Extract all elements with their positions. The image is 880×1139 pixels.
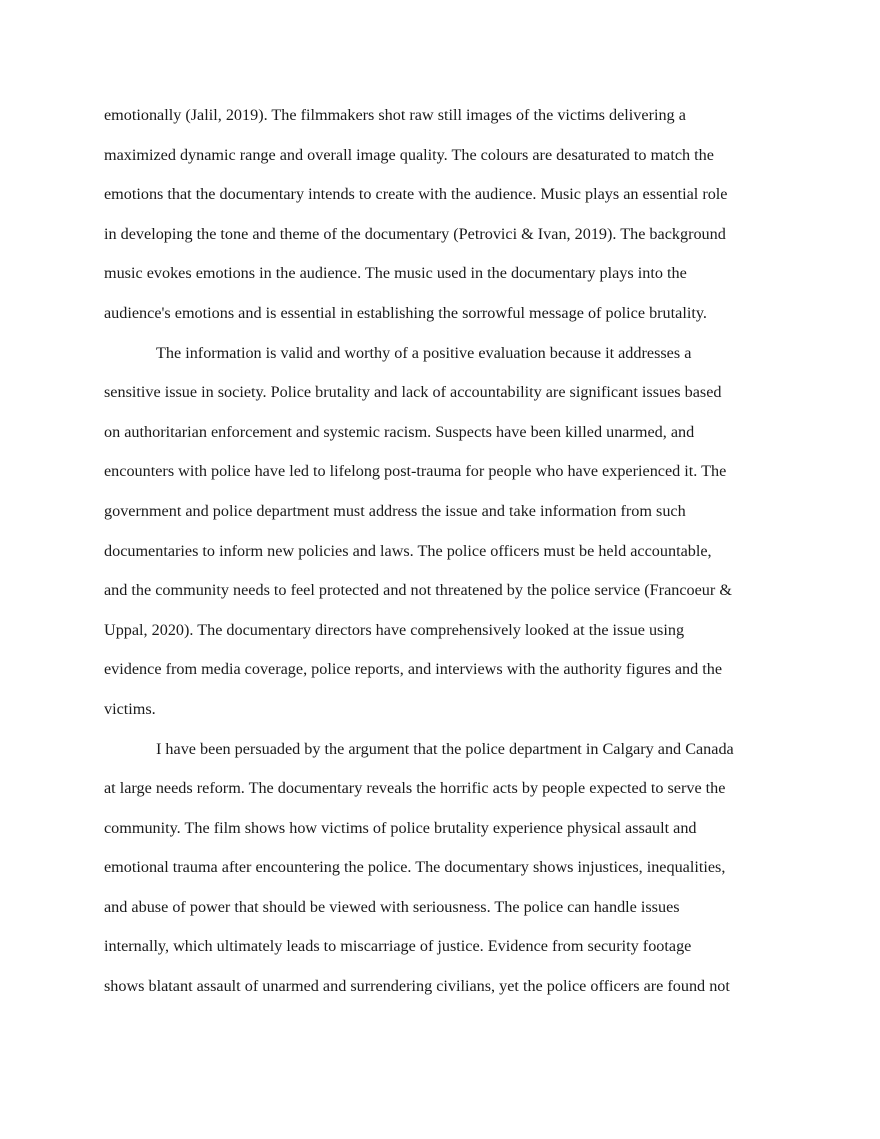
- text-line: emotional trauma after encountering the police. The documentary shows injustices, inequalities,: [104, 858, 726, 877]
- text-line: music evokes emotions in the audience. The music used in the documentary plays into the: [104, 264, 687, 283]
- text-line: internally, which ultimately leads to miscarriage of justice. Evidence from security footage: [104, 937, 692, 956]
- paragraph-first-line: I have been persuaded by the argument that the police department in Calgary and Canada: [156, 739, 734, 758]
- document-body: [104, 101, 784, 1012]
- text-line: sensitive issue in society. Police brutality and lack of accountability are significant issues based: [104, 383, 722, 402]
- text-line: victims.: [104, 699, 156, 718]
- text-line: on authoritarian enforcement and systemic racism. Suspects have been killed unarmed, and: [104, 422, 695, 441]
- text-line: shows blatant assault of unarmed and surrendering civilians, yet the police officers are found not: [104, 977, 730, 996]
- text-line: documentaries to inform new policies and laws. The police officers must be held accountable,: [104, 541, 712, 560]
- text-line: and abuse of power that should be viewed with seriousness. The police can handle issues: [104, 897, 680, 916]
- text-line: audience's emotions and is essential in establishing the sorrowful message of police brutality.: [104, 303, 707, 322]
- text-line: encounters with police have led to lifelong post-trauma for people who have experienced it. The: [104, 462, 727, 481]
- text-line: emotionally (Jalil, 2019). The filmmakers shot raw still images of the victims delivering a: [104, 106, 686, 124]
- text-line: government and police department must address the issue and take information from such: [104, 501, 686, 520]
- text-line: evidence from media coverage, police reports, and interviews with the authority figures and the: [104, 660, 723, 679]
- text-line: maximized dynamic range and overall image quality. The colours are desaturated to match the: [104, 145, 714, 164]
- text-line: and the community needs to feel protected and not threatened by the police service (Francoeur &: [104, 581, 732, 600]
- text-line: at large needs reform. The documentary reveals the horrific acts by people expected to serve the: [104, 779, 726, 798]
- text-line: Uppal, 2020). The documentary directors have comprehensively looked at the issue using: [104, 620, 685, 639]
- text-line: emotions that the documentary intends to create with the audience. Music plays an essential role: [104, 185, 728, 204]
- paragraph-first-line: The information is valid and worthy of a positive evaluation because it addresses a: [156, 343, 692, 362]
- text-line: community. The film shows how victims of police brutality experience physical assault and: [104, 818, 697, 837]
- text-line: in developing the tone and theme of the documentary (Petrovici & Ivan, 2019). The background: [104, 224, 726, 243]
